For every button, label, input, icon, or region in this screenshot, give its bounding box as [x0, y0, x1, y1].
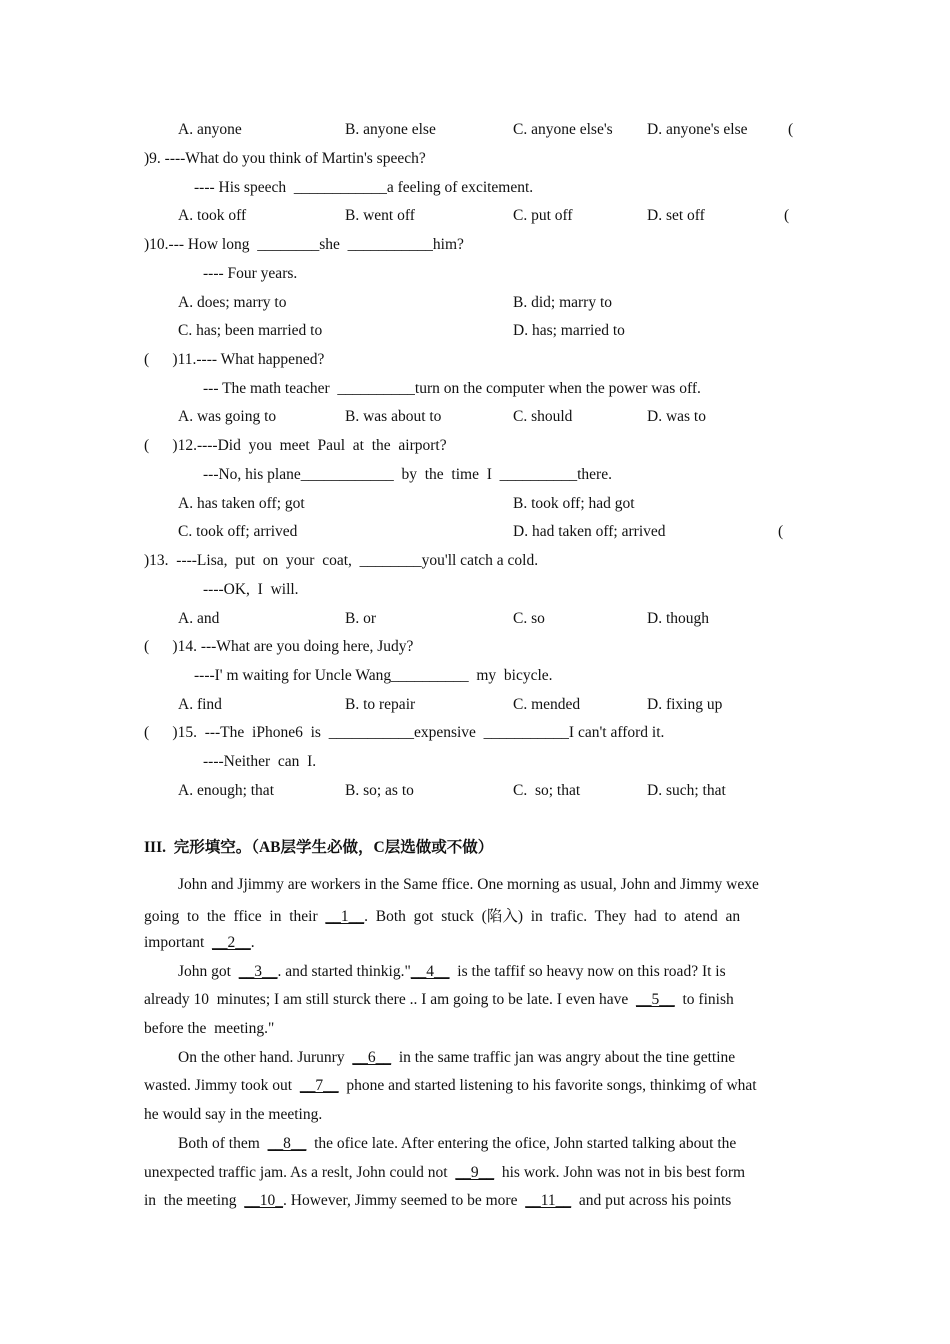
q13-open-paren: (	[778, 523, 784, 540]
q13-option-b: B. or	[345, 610, 376, 627]
q15-blank-1[interactable]: ___________	[328, 724, 414, 741]
cloze-blank-5[interactable]: __5__	[635, 991, 675, 1008]
q14-blank[interactable]: __________	[391, 667, 469, 684]
q11-option-d: D. was to	[647, 408, 706, 425]
q13-answer-line: ----OK, I will.	[203, 581, 299, 598]
q15-stem: ( )15. ---The iPhone6 is ___________expensive ___________I can't afford it.	[144, 724, 665, 741]
q9-option-d: D. set off	[647, 207, 705, 224]
q14-stem: ( )14. ---What are you doing here, Judy?	[144, 638, 414, 655]
q9-option-c: C. put off	[513, 207, 573, 224]
cloze-blank-4[interactable]: __4__	[410, 963, 450, 980]
q9-open-paren: (	[788, 121, 794, 138]
q15-blank-2[interactable]: ___________	[483, 724, 569, 741]
passage-line: John and Jjimmy are workers in the Same ffice. One morning as usual, John and Jimmy wexe	[178, 876, 759, 893]
q9-option-a: A. took off	[178, 207, 247, 224]
q8-option-d: D. anyone's else	[647, 121, 748, 138]
q13-option-c: C. so	[513, 610, 545, 627]
cloze-blank-9[interactable]: __9__	[455, 1164, 495, 1181]
passage-line: unexpected traffic jam. As a reslt, John could not __9__ his work. John was not in bis best form	[144, 1164, 746, 1181]
q11-answer-line: --- The math teacher __________turn on the computer when the power was off.	[203, 380, 701, 397]
q12-blank-1[interactable]: ____________	[300, 466, 394, 483]
q10-blank-1[interactable]: ________	[257, 236, 320, 253]
cloze-blank-10[interactable]: __10_	[244, 1192, 284, 1209]
q9-option-b: B. went off	[345, 207, 415, 224]
q10-blank-2[interactable]: ___________	[347, 236, 433, 253]
cloze-blank-7[interactable]: __7__	[299, 1077, 339, 1094]
passage-line: already 10 minutes; I am still sturck there .. I am going to be late. I even have __5__ to finish	[144, 991, 734, 1008]
passage-line: in the meeting __10_. However, Jimmy seemed to be more __11__ and put across his points	[144, 1192, 732, 1209]
passage-line: going to the ffice in their __1__. Both got stuck (陷入) in trafic. They had to atend an	[144, 908, 741, 925]
q8-option-b: B. anyone else	[345, 121, 436, 138]
q14-option-c: C. mended	[513, 696, 581, 713]
cloze-blank-8[interactable]: __8__	[267, 1135, 307, 1152]
passage-line: On the other hand. Jurunry __6__ in the same traffic jan was angry about the tine gettine	[178, 1049, 736, 1066]
section-heading: III. 完形填空。（AB层学生必做，C层选做或不做）	[144, 839, 494, 856]
q13-option-a: A. and	[178, 610, 220, 627]
q10-open-paren: (	[784, 207, 790, 224]
q11-stem: ( )11.---- What happened?	[144, 351, 325, 368]
q15-option-d: D. such; that	[647, 782, 726, 799]
q10-option-d: D. has; married to	[513, 322, 625, 339]
q8-option-c: C. anyone else's	[513, 121, 613, 138]
q12-option-d: D. had taken off; arrived	[513, 523, 666, 540]
q10-option-b: B. did; marry to	[513, 294, 613, 311]
cloze-blank-6[interactable]: __6__	[352, 1049, 392, 1066]
q12-option-c: C. took off; arrived	[178, 523, 298, 540]
q10-option-a: A. does; marry to	[178, 294, 287, 311]
q10-answer-line: ---- Four years.	[203, 265, 298, 282]
q12-blank-2[interactable]: __________	[499, 466, 578, 483]
q14-option-b: B. to repair	[345, 696, 416, 713]
q14-option-d: D. fixing up	[647, 696, 723, 713]
q11-blank[interactable]: __________	[337, 380, 415, 397]
q12-answer-line: ---No, his plane____________ by the time I __________there.	[203, 466, 612, 483]
q10-option-c: C. has; been married to	[178, 322, 323, 339]
q12-stem: ( )12.----Did you meet Paul at the airport?	[144, 437, 447, 454]
q14-answer-line: ----I' m waiting for Uncle Wang__________ my bicycle.	[194, 667, 553, 684]
q10-stem: )10.--- How long ________she ___________him?	[144, 236, 464, 253]
passage-line: before the meeting."	[144, 1020, 275, 1037]
passage-line: John got __3__. and started thinkig."__4__ is the taffif so heavy now on this road? It is	[178, 963, 726, 980]
q11-option-c: C. should	[513, 408, 573, 425]
q14-option-a: A. find	[178, 696, 222, 713]
q15-answer-line: ----Neither can I.	[203, 753, 317, 770]
cloze-blank-11[interactable]: __11__	[525, 1192, 572, 1209]
cloze-blank-3[interactable]: __3__	[238, 963, 278, 980]
q15-option-c: C. so; that	[513, 782, 581, 799]
q9-answer-line: ---- His speech ____________a feeling of excitement.	[194, 179, 534, 196]
q11-option-b: B. was about to	[345, 408, 442, 425]
q11-option-a: A. was going to	[178, 408, 277, 425]
q13-stem: )13. ----Lisa, put on your coat, ________you'll catch a cold.	[144, 552, 539, 569]
q13-blank[interactable]: ________	[359, 552, 422, 569]
passage-line: important __2__.	[144, 934, 255, 951]
passage-line: Both of them __8__ the ofice late. After entering the ofice, John started talking about the	[178, 1135, 737, 1152]
q12-option-a: A. has taken off; got	[178, 495, 305, 512]
passage-line: he would say in the meeting.	[144, 1106, 323, 1123]
q15-option-a: A. enough; that	[178, 782, 274, 799]
q13-option-d: D. though	[647, 610, 709, 627]
cloze-blank-1[interactable]: __1__	[325, 908, 365, 925]
passage-line: wasted. Jimmy took out __7__ phone and started listening to his favorite songs, thinkimg of what	[144, 1077, 757, 1094]
q9-stem: )9. ----What do you think of Martin's speech?	[144, 150, 426, 167]
q12-option-b: B. took off; had got	[513, 495, 635, 512]
cloze-blank-2[interactable]: __2__	[212, 934, 251, 951]
q8-option-a: A. anyone	[178, 121, 242, 138]
q15-option-b: B. so; as to	[345, 782, 414, 799]
q9-blank[interactable]: ____________	[293, 179, 387, 196]
